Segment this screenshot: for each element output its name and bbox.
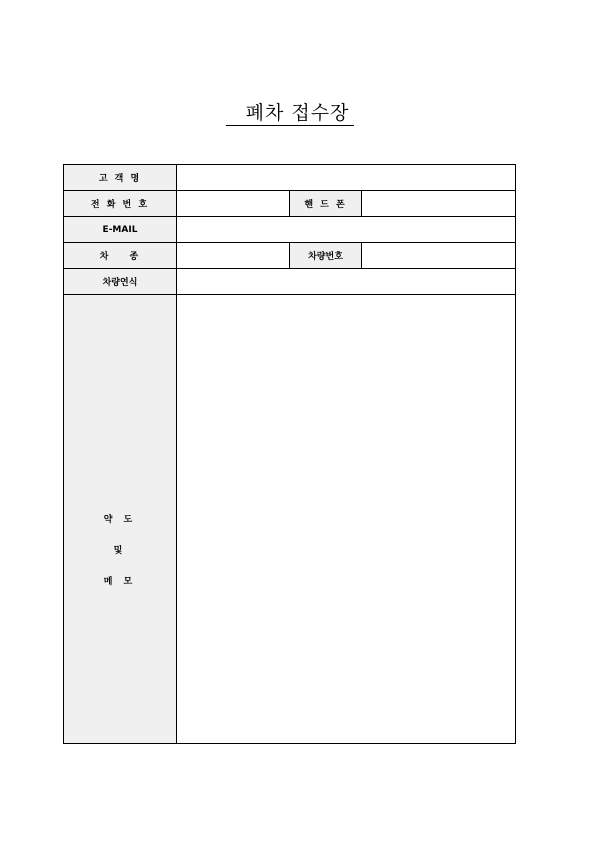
car-number-label: 차량번호 xyxy=(290,243,362,269)
email-field[interactable] xyxy=(177,217,516,243)
phone-label: 전 화 번 호 xyxy=(64,191,177,217)
customer-name-field[interactable] xyxy=(177,165,516,191)
memo-label-line2: 및 xyxy=(113,545,127,556)
memo-label-line1: 약 도 xyxy=(103,514,137,525)
memo-field[interactable] xyxy=(177,295,516,744)
title-underline xyxy=(226,125,354,126)
customer-name-label: 고 객 명 xyxy=(64,165,177,191)
row-phone xyxy=(64,191,516,217)
car-type-label: 차 종 xyxy=(64,243,177,269)
row-car-year xyxy=(64,269,516,295)
car-type-field[interactable] xyxy=(177,243,290,269)
car-year-label: 차량연식 xyxy=(64,269,177,295)
intake-form-table xyxy=(63,164,516,744)
document-title: 폐차 접수장 xyxy=(245,102,350,124)
mobile-label: 핸 드 폰 xyxy=(290,191,362,217)
email-label: E-MAIL xyxy=(64,217,177,243)
phone-field[interactable] xyxy=(177,191,290,217)
memo-label-cell xyxy=(64,295,177,744)
row-memo xyxy=(64,295,516,744)
mobile-field[interactable] xyxy=(362,191,516,217)
row-customer-name xyxy=(64,165,516,191)
car-year-field[interactable] xyxy=(177,269,516,295)
memo-label-line3: 메 모 xyxy=(103,576,137,587)
row-car-type xyxy=(64,243,516,269)
row-email xyxy=(64,217,516,243)
car-number-field[interactable] xyxy=(362,243,516,269)
